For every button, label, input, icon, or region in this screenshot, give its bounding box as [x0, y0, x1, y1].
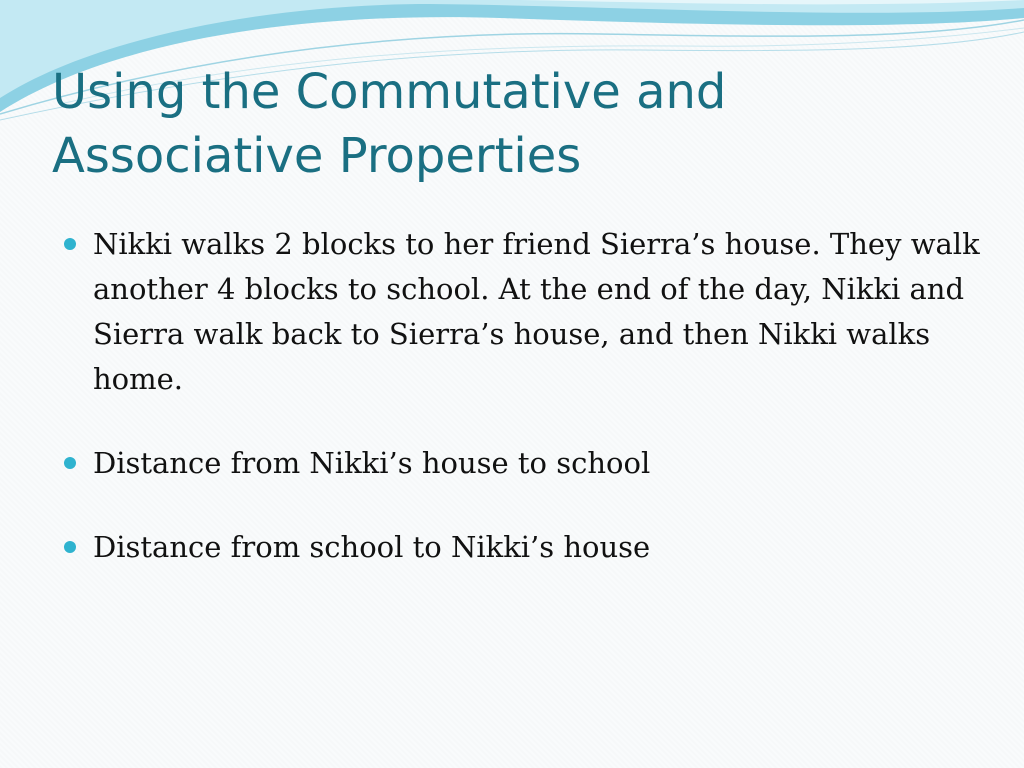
bullet-item — [0, 441, 1024, 486]
bullet-text: Nikki walks 2 blocks to her friend Sierra’s house. They walk another 4 blocks to school. At the end of the day, Nikki and Sierra walk back to Sierra’s house, and then Nikki walks home. — [93, 227, 980, 396]
bullet-dot-icon — [64, 238, 76, 250]
bullet-item — [0, 525, 1024, 570]
bullet-dot-icon — [64, 457, 76, 469]
slide-title-line-1: Using the Commutative and — [52, 64, 727, 120]
slide-title — [52, 60, 972, 188]
bullet-text: Distance from Nikki’s house to school — [93, 446, 651, 480]
bullet-text: Distance from school to Nikki’s house — [93, 530, 651, 564]
slide-title-line-2: Associative Properties — [52, 128, 582, 184]
bullet-item — [0, 222, 1024, 402]
bullet-list — [0, 222, 1024, 609]
bullet-dot-icon — [64, 541, 76, 553]
